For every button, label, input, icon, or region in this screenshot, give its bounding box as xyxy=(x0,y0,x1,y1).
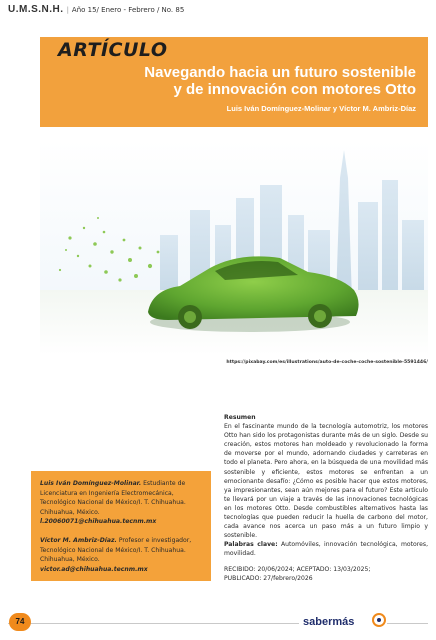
abstract-section xyxy=(224,413,428,583)
author1-email[interactable]: l.20060071@chihuahua.tecnm.mx xyxy=(40,518,157,526)
article-banner xyxy=(40,37,428,127)
author1-bio xyxy=(40,479,202,517)
header-separator: | xyxy=(66,6,69,14)
author2-name: Víctor M. Ambriz-Díaz. xyxy=(40,536,117,544)
author2-email[interactable]: victor.ad@chihuahua.tecnm.mx xyxy=(40,565,148,573)
page-number: 74 xyxy=(9,613,31,631)
article-authors: Luis Iván Domínguez-Molinar y Víctor M. Ambriz-Díaz xyxy=(226,104,416,113)
keywords-list: Automóviles, innovación tecnológica, motores, movilidad. xyxy=(224,541,429,558)
running-header xyxy=(8,4,184,15)
keywords-label: Palabras clave: xyxy=(224,541,278,549)
image-credit: https://pixabay.com/es/illustrations/auto-de-coche-coche-sostenible-5591446/ xyxy=(226,360,428,365)
author1-name: Luis Iván Domínguez-Molinar. xyxy=(40,480,142,487)
received-accepted: RECIBIDO: 20/06/2024; ACEPTADO: 13/03/2025; xyxy=(224,565,371,573)
received-dates xyxy=(224,565,428,583)
article-title xyxy=(144,64,416,98)
author2-bio xyxy=(40,536,202,565)
issue-info: Año 15/ Enero - Febrero / No. 85 xyxy=(71,6,185,14)
journal-name: U.M.S.N.H. xyxy=(8,4,64,15)
green-car-city-image xyxy=(40,140,428,355)
abstract-body: En el fascinante mundo de la tecnología automotriz, los motores Otto han sido los protagonistas durante más de un siglo. Desde su creación, estos motores han moldeado y revolucionado la forma de moverse por el mundo, adornando ciudades y carreteras en todo el planeta. Pero ahora, en la búsqueda de una movilidad más sostenible y eficiente, estos motores se enfrentan a un emocionante desafío: ¿Cómo es posible hacer que estos motores, ya impresionantes, sean aún mejores para el futuro? Este artículo te llevará por un viaje a través de las innovaciones tecnológicas en los motores Otto. Desde combustibles alternativos hasta las tecnologías que pueden reducir la huella de carbono del motor, cada avance nos acerca un paso más a un futuro limpio y sostenible. xyxy=(224,423,428,540)
keywords xyxy=(224,540,428,558)
author1-affiliation: Estudiante de Licenciatura en Ingeniería Electromecánica, Tecnológico Nacional de México/I. T. Chihuahua. Chihuahua, México. xyxy=(40,480,186,516)
title-line-1: Navegando hacia un futuro sostenible xyxy=(144,64,416,81)
sabermas-logo xyxy=(299,608,387,634)
author2-affiliation: Profesor e investigador, Tecnológico Nacional de México/I. T. Chihuahua. Chihuahua, México. xyxy=(40,536,192,564)
title-line-2: y de innovación con motores Otto xyxy=(173,81,416,98)
author-bio-box xyxy=(31,471,211,581)
section-label: ARTÍCULO xyxy=(58,39,168,61)
abstract-heading: Resumen xyxy=(224,414,256,421)
logo-wordmark: sabermás xyxy=(303,616,355,628)
published-date: PUBLICADO: 27/febrero/2026 xyxy=(224,574,313,582)
